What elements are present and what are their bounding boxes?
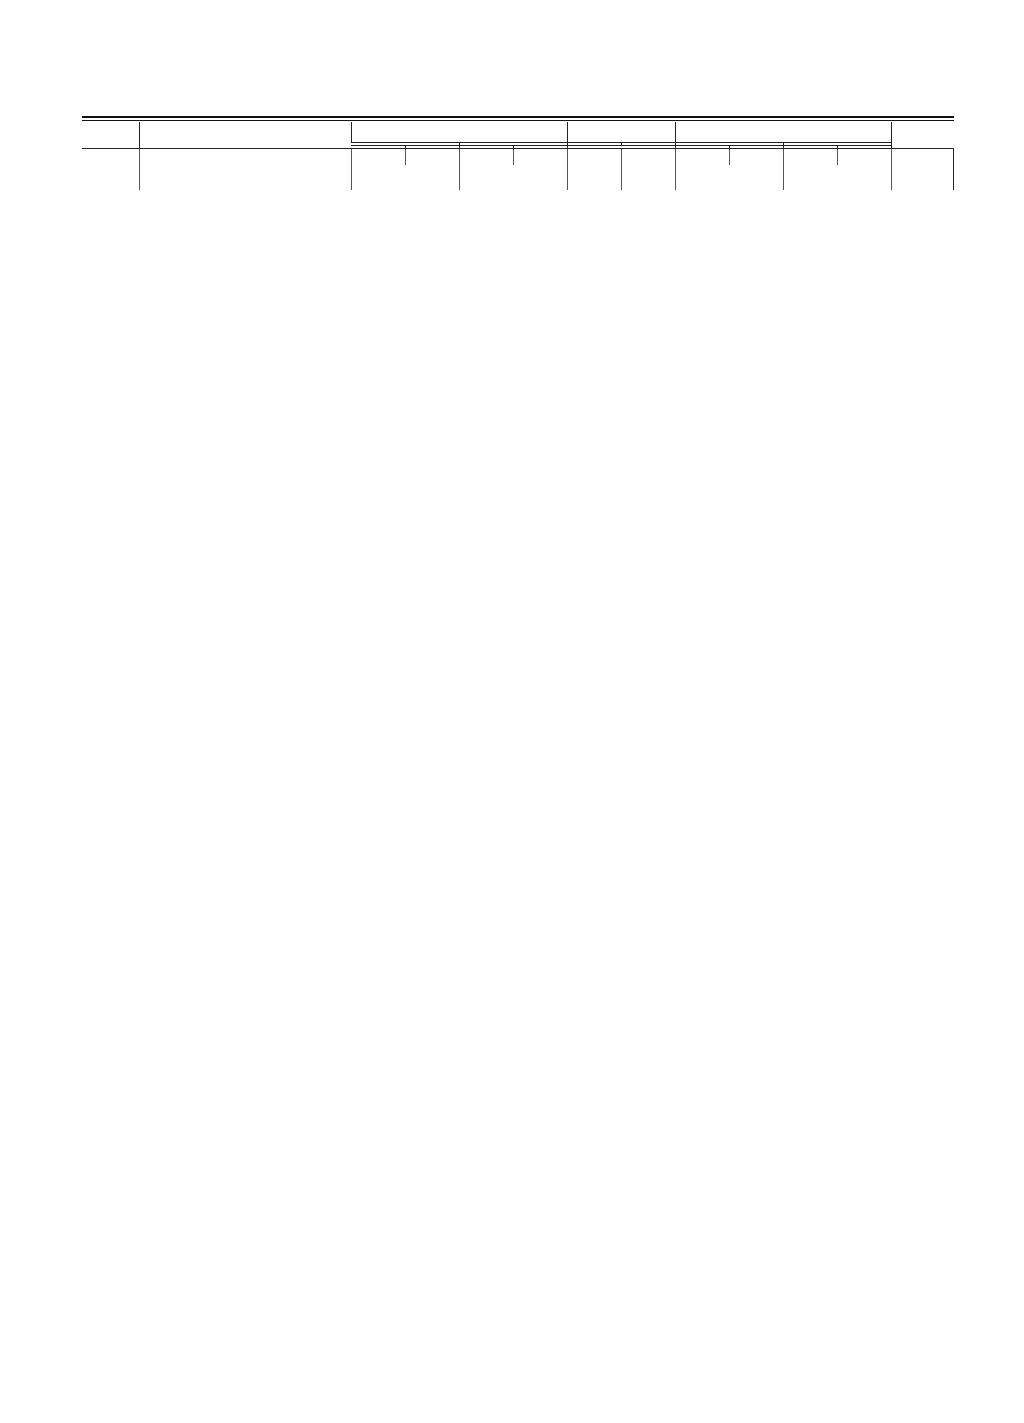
cell	[459, 165, 567, 183]
grand-total-label	[139, 183, 351, 190]
cell	[351, 165, 459, 183]
header-summa	[892, 122, 954, 149]
sum-cell	[892, 149, 954, 166]
header-nomenklatur	[82, 122, 139, 149]
page-header	[80, 68, 960, 92]
cell	[568, 165, 622, 183]
sum-cell	[892, 165, 954, 183]
cell	[568, 183, 622, 190]
cell	[730, 149, 784, 166]
cell	[351, 183, 459, 190]
unknown-label	[139, 165, 351, 183]
grand-total-row	[82, 183, 954, 190]
header-hela-riket	[676, 122, 892, 143]
cell	[622, 165, 676, 183]
cell	[405, 149, 459, 166]
cell	[459, 183, 567, 190]
table-body	[82, 149, 954, 191]
top-rule	[82, 116, 954, 118]
header-stader	[568, 122, 676, 143]
mortality-table	[82, 122, 954, 190]
total-known-row	[82, 149, 954, 166]
top-rule-thin	[82, 120, 954, 121]
cell	[351, 149, 405, 166]
cell	[568, 149, 622, 166]
cell	[676, 149, 730, 166]
cell	[622, 149, 676, 166]
cell	[784, 183, 892, 190]
cell	[838, 149, 892, 166]
header-landsbygd	[351, 122, 567, 143]
unknown-row	[82, 165, 954, 183]
cell	[784, 149, 838, 166]
header-dodsorsak	[139, 122, 351, 149]
cell	[784, 165, 892, 183]
total-known-label	[139, 149, 351, 166]
cell	[676, 183, 784, 190]
cell	[459, 149, 513, 166]
sum-cell	[892, 183, 954, 190]
cell	[622, 183, 676, 190]
cell	[513, 149, 567, 166]
cell	[676, 165, 784, 183]
